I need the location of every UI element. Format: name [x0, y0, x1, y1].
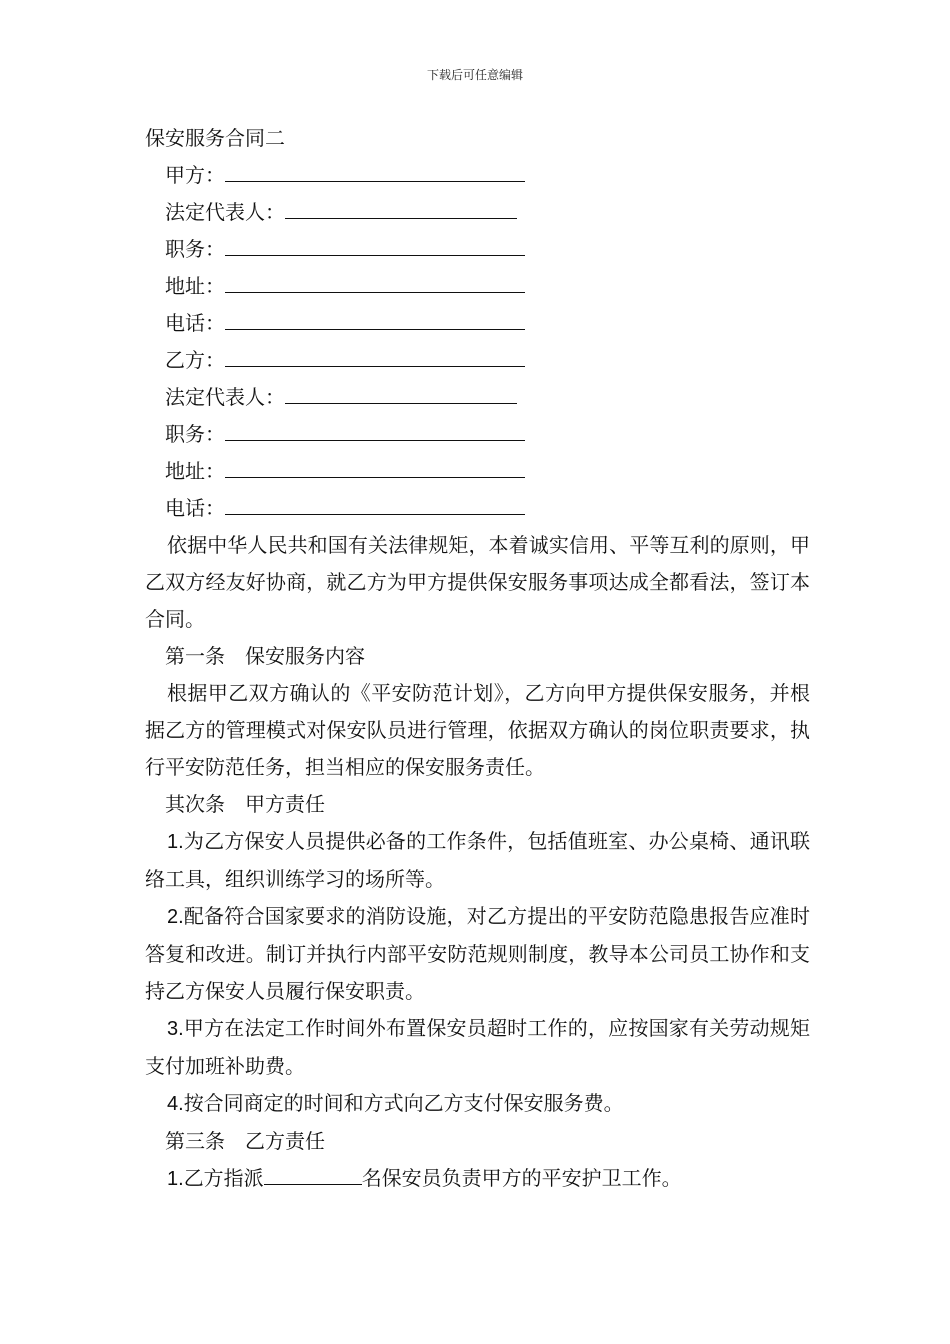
fill-blank[interactable] [225, 496, 525, 515]
field-label: 甲方： [165, 163, 225, 187]
article3-item [145, 1160, 810, 1198]
fill-blank[interactable] [225, 237, 525, 256]
party-a-name-field[interactable] [145, 157, 810, 194]
item-number: 2. [167, 906, 184, 928]
header-note: 下载后可任意编辑 [426, 68, 523, 82]
fill-blank[interactable] [225, 274, 525, 293]
document-title: 保安服务合同二 [145, 126, 285, 150]
party-b-address-field[interactable] [145, 453, 810, 490]
field-label: 职务： [165, 422, 225, 446]
field-label: 乙方： [165, 348, 225, 372]
item-text: 配备符合国家要求的消防设施，对乙方提出的平安防范隐患报告应准时答复和改进。制订并执行内部平安防范规则制度，教导本公司员工协作和支持乙方保安人员履行保安职责。 [145, 904, 810, 1003]
article3-heading: 第三条 乙方责任 [165, 1129, 325, 1153]
party-b-title-field[interactable] [145, 416, 810, 453]
item-number: 1. [167, 1168, 184, 1190]
item-number: 4. [167, 1093, 184, 1115]
item-text-after: 名保安员负责甲方的平安护卫工作。 [361, 1166, 682, 1190]
field-label: 法定代表人： [165, 200, 285, 224]
field-label: 法定代表人： [165, 385, 285, 409]
party-a-title-field[interactable] [145, 231, 810, 268]
item-number: 3. [167, 1018, 184, 1040]
guard-count-blank[interactable] [264, 1166, 362, 1185]
fill-blank[interactable] [285, 385, 517, 404]
party-a-representative-field[interactable] [145, 194, 810, 231]
article2-item [145, 898, 810, 1010]
field-label: 地址： [165, 274, 225, 298]
fill-blank[interactable] [285, 200, 517, 219]
fill-blank[interactable] [225, 311, 525, 330]
field-label: 地址： [165, 459, 225, 483]
item-text: 按合同商定的时间和方式向乙方支付保安服务费。 [183, 1091, 624, 1115]
party-a-address-field[interactable] [145, 268, 810, 305]
fill-blank[interactable] [225, 459, 525, 478]
item-text: 为乙方保安人员提供必备的工作条件，包括值班室、办公桌椅、通讯联络工具，组织训练学习的场所等。 [145, 829, 810, 891]
field-label: 电话： [165, 496, 225, 520]
party-b-name-field[interactable] [145, 342, 810, 379]
item-number: 1. [167, 831, 184, 853]
fill-blank[interactable] [225, 422, 525, 441]
party-a-phone-field[interactable] [145, 305, 810, 342]
article1-paragraph: 根据甲乙双方确认的《平安防范计划》，乙方向甲方提供保安服务，并根据乙方的管理模式对保安队员进行管理，依据双方确认的岗位职责要求，执行平安防范任务，担当相应的保安服务责任。 [145, 681, 810, 779]
fill-blank[interactable] [225, 348, 525, 367]
field-label: 电话： [165, 311, 225, 335]
intro-paragraph: 依据中华人民共和国有关法律规矩，本着诚实信用、平等互利的原则，甲乙双方经友好协商，就乙方为甲方提供保安服务事项达成全都看法，签订本合同。 [145, 533, 810, 631]
article1-heading: 第一条 保安服务内容 [165, 644, 365, 668]
item-text-before: 乙方指派 [183, 1166, 264, 1190]
item-text: 甲方在法定工作时间外布置保安员超时工作的，应按国家有关劳动规矩支付加班补助费。 [145, 1016, 810, 1078]
article2-heading: 其次条 甲方责任 [165, 792, 325, 816]
fill-blank[interactable] [225, 163, 525, 182]
party-b-phone-field[interactable] [145, 490, 810, 527]
party-b-representative-field[interactable] [145, 379, 810, 416]
article2-item [145, 1010, 810, 1085]
field-label: 职务： [165, 237, 225, 261]
article2-item [145, 823, 810, 898]
document-body [145, 120, 810, 1198]
article2-item [145, 1085, 810, 1123]
